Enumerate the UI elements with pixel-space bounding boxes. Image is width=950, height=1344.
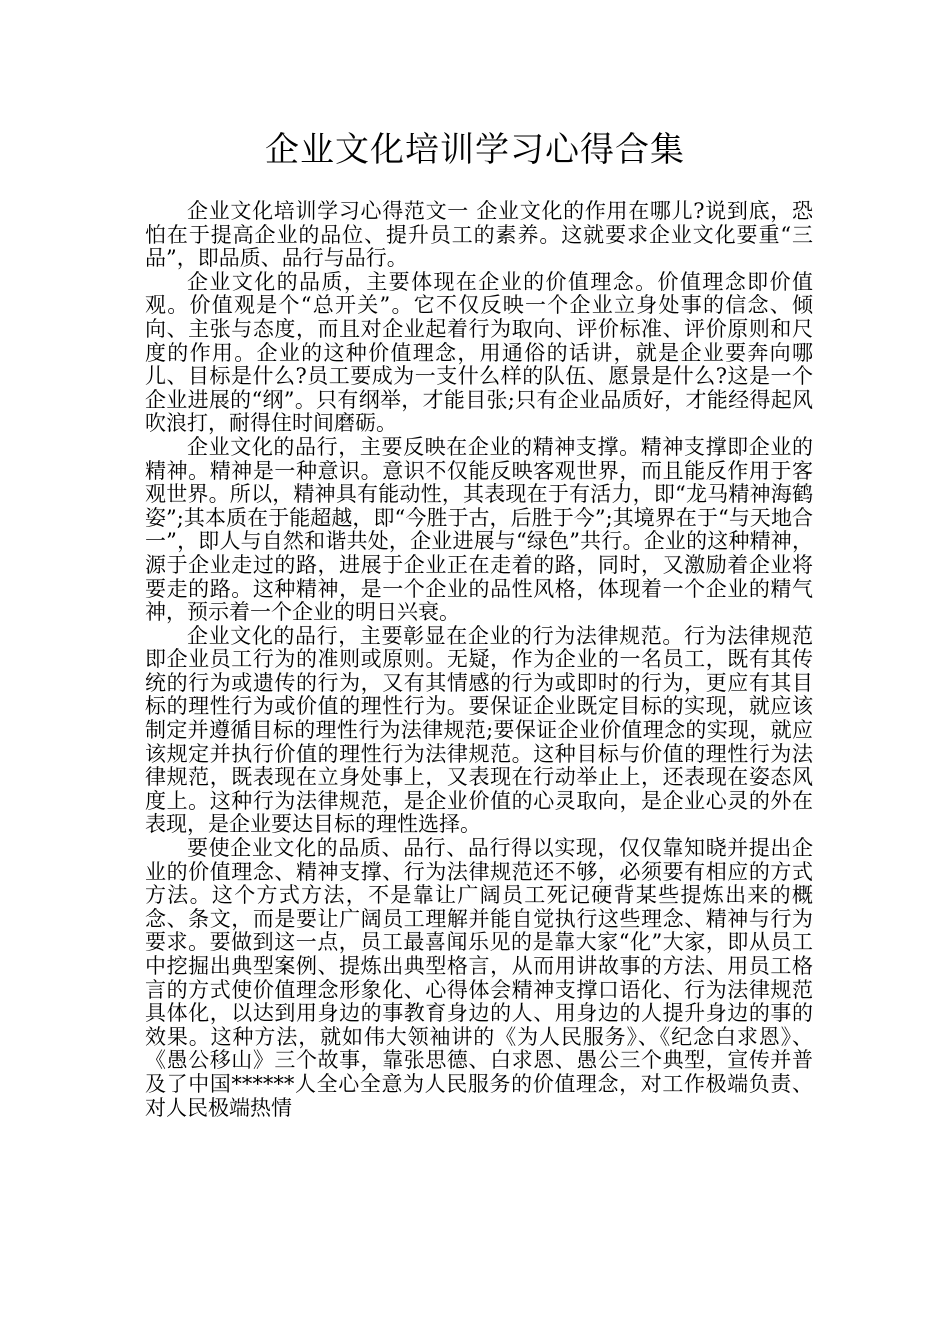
paragraph-5: 要使企业文化的品质、品行、品行得以实现，仅仅靠知晓并提出企业的价值理念、精神支撑、行为法律规范还不够，必须要有相应的方式方法。这个方式方法，不是靠让广阔员工死记硬背某些提炼出来的概念、条文，而是要让广阔员工理解并能自觉执行这些理念、精神与行为要求。要做到这一点，员工最喜闻乐见的是靠大家“化”大家，即从员工中挖掘出典型案例、提炼出典型格言，从而用讲故事的方法、用员工格言的方式使价值理念形象化、心得体会精神支撑口语化、行为法律规范具体化，以达到用身边的事教育身边的人、用身边的人提升身边的事的效果。这种方法，就如伟大领袖讲的《为人民服务》、《纪念白求恩》、《愚公移山》三个故事，靠张思德、白求恩、愚公三个典型，宣传并普及了中国******人全心全意为人民服务的价值理念，对工作极端负责、对人民极端热情 — [145, 836, 813, 1120]
paragraph-3: 企业文化的品行，主要反映在企业的精神支撑。精神支撑即企业的精神。精神是一种意识。意识不仅能反映客观世界，而且能反作用于客观世界。所以，精神具有能动性，其表现在于有活力，即“龙马精神海鹤姿”;其本质在于能超越，即“今胜于古，后胜于今”;其境界在于“与天地合一”，即人与自然和谐共处，企业进展与“绿色”共行。企业的这种精神，源于企业走过的路，进展于企业正在走着的路，同时，又激励着企业将要走的路。这种精神，是一个企业的品性风格，体现着一个企业的精气神，预示着一个企业的明日兴衰。 — [145, 434, 813, 625]
paragraph-2: 企业文化的品质，主要体现在企业的价值理念。价值理念即价值观。价值观是个“总开关”。它不仅反映一个企业立身处事的信念、倾向、主张与态度，而且对企业起着行为取向、评价标准、评价原则和尺度的作用。企业的这种价值理念，用通俗的话讲，就是企业要奔向哪儿、目标是什么?员工要成为一支什么样的队伍、愿景是什么?这是一个企业进展的“纲”。只有纲举，才能目张;只有企业品质好，才能经得起风吹浪打，耐得住时间磨砺。 — [145, 269, 813, 436]
paragraph-1: 企业文化培训学习心得范文一 企业文化的作用在哪儿?说到底，恐怕在于提高企业的品位、提升员工的素养。这就要求企业文化要重“三品”，即品质、品行与品行。 — [145, 199, 813, 271]
document-title: 企业文化培训学习心得合集 — [265, 130, 685, 170]
document-body — [145, 200, 813, 1120]
paragraph-4: 企业文化的品行，主要彰显在企业的行为法律规范。行为法律规范即企业员工行为的准则或原则。无疑，作为企业的一名员工，既有其传统的行为或遗传的行为，又有其情感的行为或即时的行为，更应有其目标的理性行为或价值的理性行为。要保证企业既定目标的实现，就应该制定并遵循目标的理性行为法律规范;要保证企业价值理念的实现，就应该规定并执行价值的理性行为法律规范。这种目标与价值的理性行为法律规范，既表现在立身处事上，又表现在行动举止上，还表现在姿态风度上。这种行为法律规范，是企业价值的心灵取向，是企业心灵的外在表现，是企业要达目标的理性选择。 — [145, 623, 813, 837]
